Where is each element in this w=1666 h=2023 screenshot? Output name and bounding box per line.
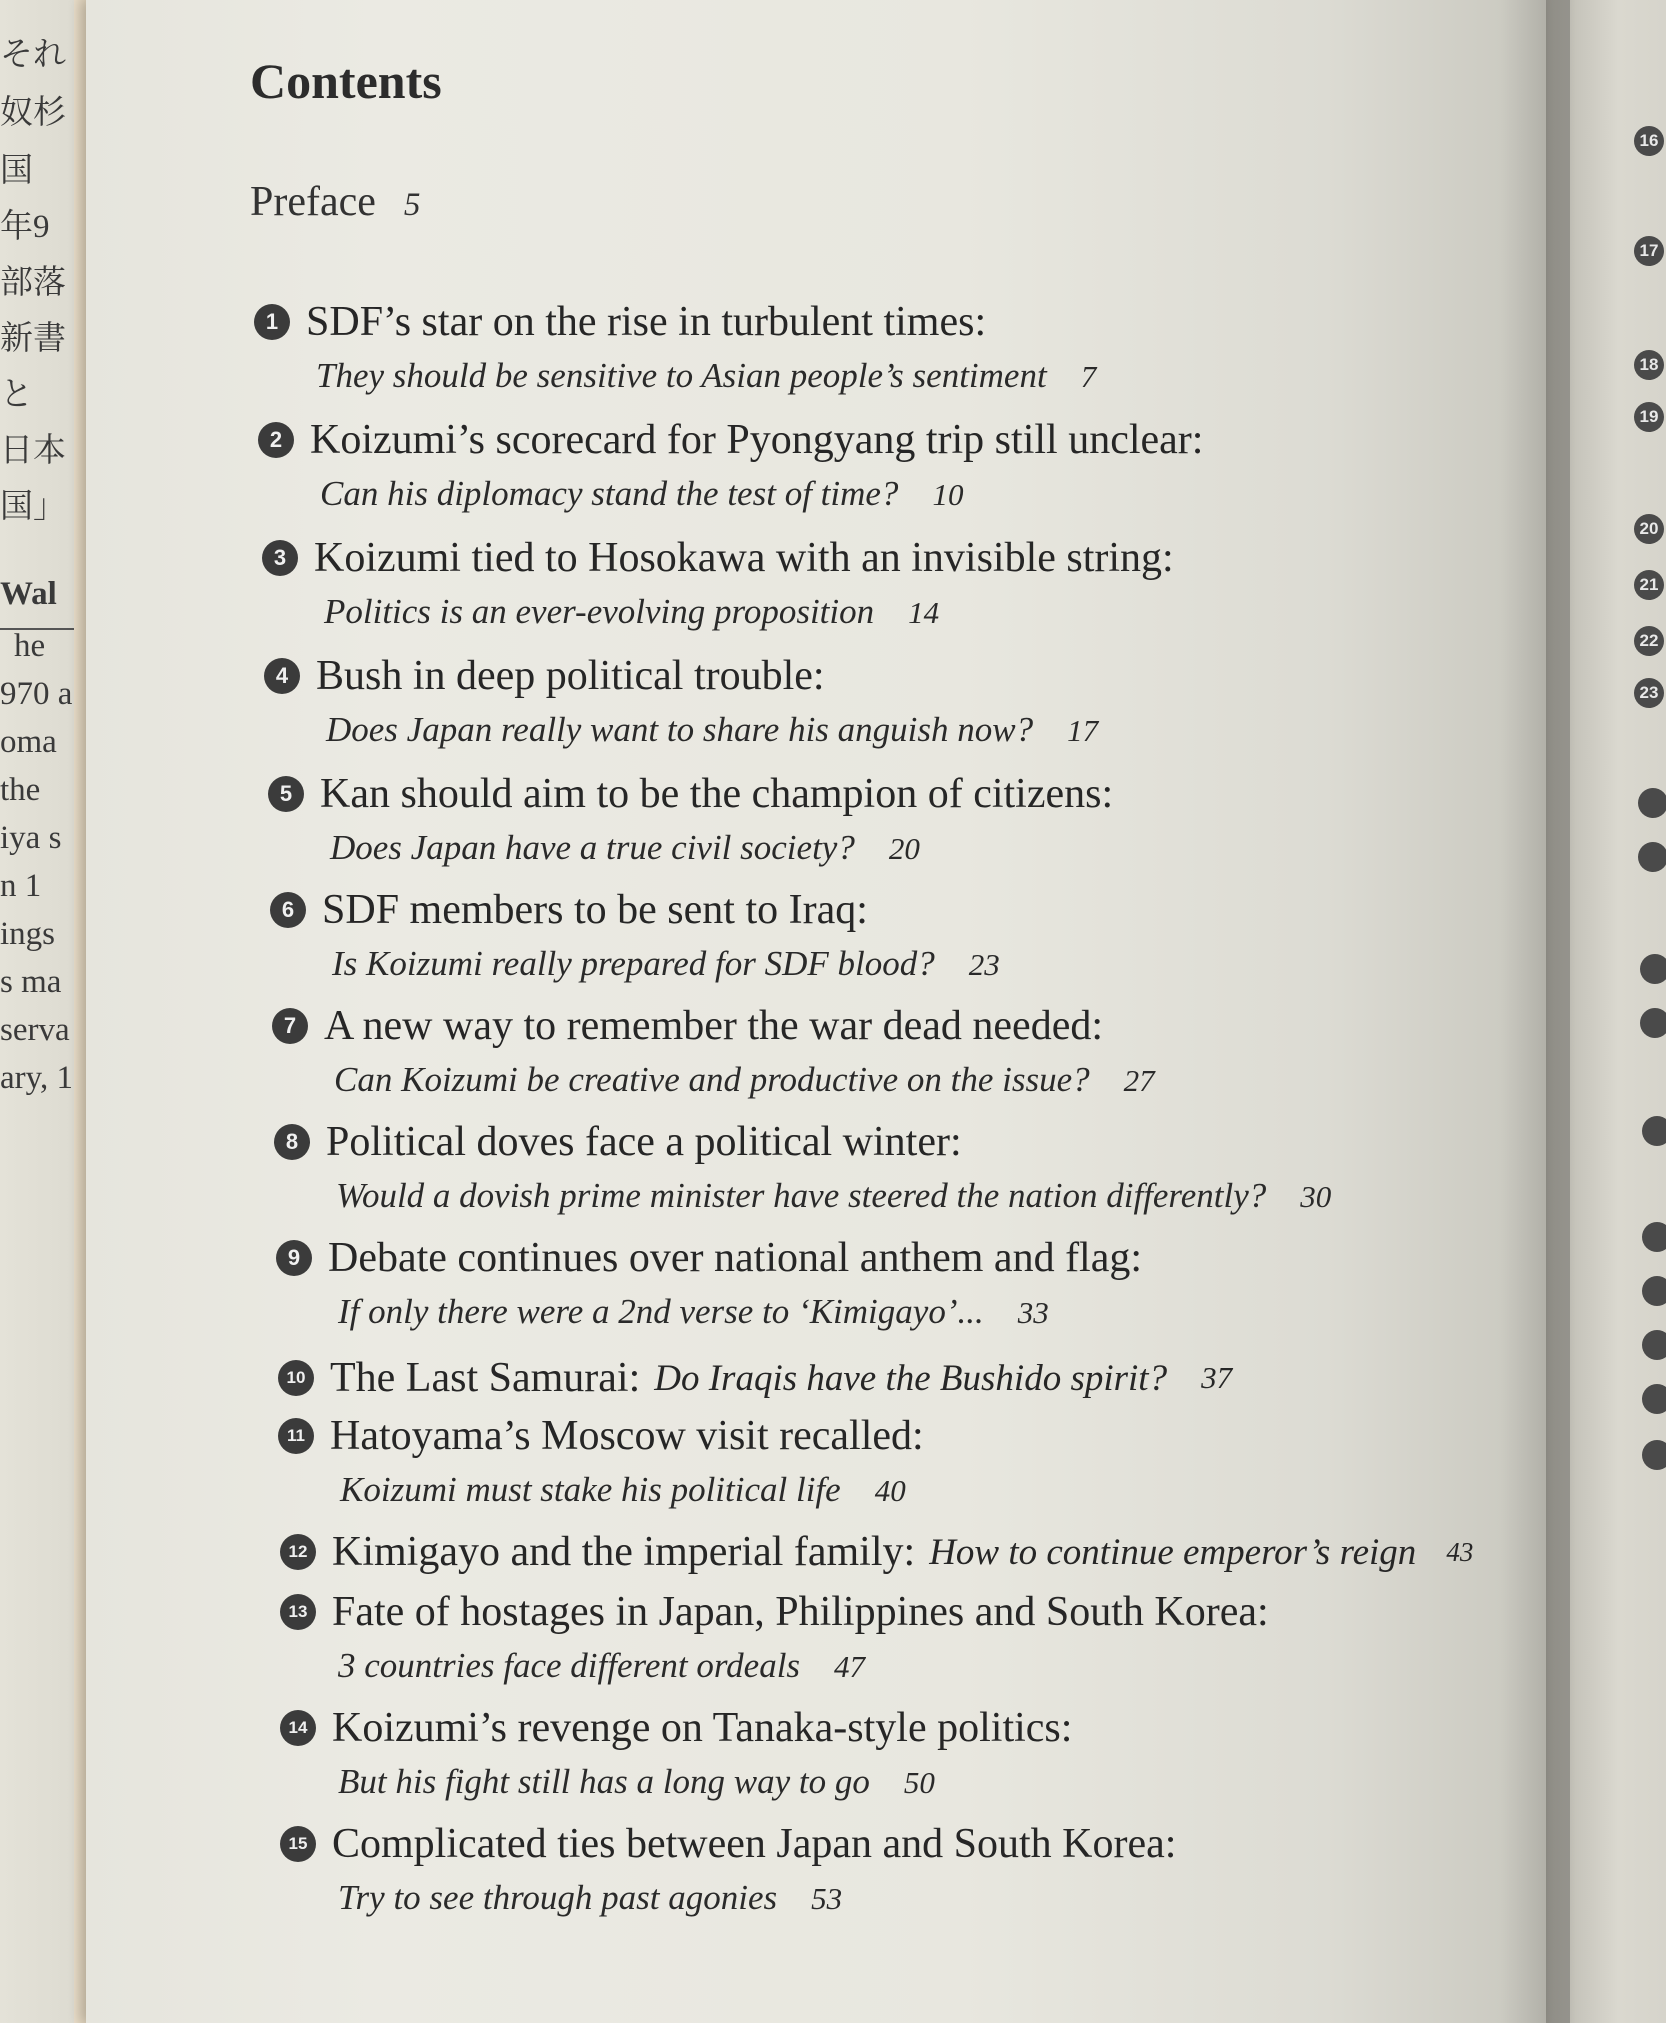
entry-title: The Last Samurai: <box>330 1355 641 1401</box>
gutter-shadow <box>1500 0 1570 2023</box>
toc-entry <box>280 1820 1176 1918</box>
entry-title: Fate of hostages in Japan, Philippines and South Korea: <box>332 1589 1269 1635</box>
toc-entry <box>278 1354 1232 1402</box>
right-page-marker-icon <box>1642 1222 1666 1252</box>
preface-page-number: 5 <box>403 187 421 223</box>
under-page-text: 奴杉 <box>0 95 66 131</box>
entry-subtitle: Can Koizumi be creative and productive on the issue? <box>334 1060 1090 1099</box>
toc-entry <box>268 770 1113 868</box>
entry-subtitle: They should be sensitive to Asian people’s sentiment <box>316 356 1047 395</box>
entry-page-number: 20 <box>888 831 920 866</box>
chapter-number-icon: 15 <box>280 1826 316 1862</box>
under-page-text: the <box>0 772 41 808</box>
chapter-number-icon: 13 <box>280 1594 316 1630</box>
toc-entry <box>280 1528 1473 1576</box>
entry-page-number: 7 <box>1080 359 1097 394</box>
under-page-text: Wal <box>0 576 57 612</box>
entry-page-number: 47 <box>834 1649 866 1684</box>
under-page-text: と <box>0 377 33 413</box>
chapter-number-icon: 6 <box>270 892 306 928</box>
page-title: Contents <box>250 53 442 109</box>
under-page-text: oma <box>0 724 57 760</box>
right-page-number-badge: 23 <box>1634 678 1664 708</box>
toc-entry <box>254 298 1096 396</box>
chapter-number-icon: 11 <box>278 1418 314 1454</box>
right-page-marker-icon <box>1642 1384 1666 1414</box>
chapter-number-icon: 14 <box>280 1710 316 1746</box>
right-page-marker-icon <box>1638 788 1666 818</box>
toc-entry <box>262 534 1174 632</box>
chapter-number-icon: 8 <box>274 1124 310 1160</box>
entry-subtitle: How to continue emperor’s reign <box>929 1531 1417 1573</box>
chapter-number-icon: 2 <box>258 422 294 458</box>
under-page-text: 国 <box>0 153 33 189</box>
chapter-number-icon: 9 <box>276 1240 312 1276</box>
under-page-text: それ <box>0 37 66 73</box>
chapter-number-icon: 7 <box>272 1008 308 1044</box>
preface-entry <box>250 178 420 226</box>
toc-entry <box>272 1002 1155 1100</box>
right-page-number-badge: 17 <box>1634 236 1664 266</box>
entry-title: SDF members to be sent to Iraq: <box>322 887 868 933</box>
right-page-marker-icon <box>1640 1008 1666 1038</box>
entry-page-number: 53 <box>811 1881 843 1916</box>
chapter-number-icon: 3 <box>262 540 298 576</box>
chapter-number-icon: 4 <box>264 658 300 694</box>
right-page-marker-icon <box>1642 1440 1666 1470</box>
under-page-text: 新書 <box>0 321 66 357</box>
under-page-text: 年9 <box>0 209 50 245</box>
right-page-marker-icon <box>1642 1330 1666 1360</box>
right-page-marker-icon <box>1638 842 1666 872</box>
right-page-number-badge: 22 <box>1634 626 1664 656</box>
entry-page-number: 27 <box>1123 1063 1155 1098</box>
toc-entry <box>274 1118 1331 1216</box>
preface-label: Preface <box>250 179 376 225</box>
right-page-marker-icon <box>1642 1116 1666 1146</box>
entry-title: SDF’s star on the rise in turbulent times: <box>306 299 987 345</box>
chapter-number-icon: 1 <box>254 304 290 340</box>
entry-title: Complicated ties between Japan and South Korea: <box>332 1821 1177 1867</box>
entry-page-number: 50 <box>903 1765 935 1800</box>
entry-title: Koizumi’s scorecard for Pyongyang trip still unclear: <box>310 417 1204 463</box>
under-page-text: 日本 <box>0 433 66 469</box>
entry-subtitle: Is Koizumi really prepared for SDF blood? <box>332 944 935 983</box>
chapter-number-icon: 10 <box>278 1360 314 1396</box>
entry-title: Kan should aim to be the champion of citizens: <box>320 771 1114 817</box>
entry-subtitle: Does Japan really want to share his anguish now? <box>326 710 1034 749</box>
entry-page-number: 37 <box>1201 1360 1233 1395</box>
entry-title: Debate continues over national anthem and flag: <box>328 1235 1143 1281</box>
under-page-text: he <box>14 628 46 664</box>
entry-title: Political doves face a political winter: <box>326 1119 962 1165</box>
entry-subtitle: Do Iraqis have the Bushido spirit? <box>654 1357 1168 1399</box>
entry-page-number: 14 <box>908 595 940 630</box>
right-page-marker-icon <box>1640 954 1666 984</box>
right-page-number-badge: 20 <box>1634 514 1664 544</box>
right-page-number-badge: 18 <box>1634 350 1664 380</box>
under-page-text: 国」 <box>0 489 66 525</box>
toc-entry <box>278 1412 924 1510</box>
right-page-number-badge: 19 <box>1634 402 1664 432</box>
entry-page-number: 40 <box>874 1473 906 1508</box>
under-page-text: n 1 <box>0 868 42 904</box>
under-page-text: serva <box>0 1012 70 1048</box>
under-page-text: iya s <box>0 820 62 856</box>
entry-title: A new way to remember the war dead needed: <box>324 1003 1104 1049</box>
entry-title: Hatoyama’s Moscow visit recalled: <box>330 1413 924 1459</box>
entry-subtitle: 3 countries face different ordeals <box>338 1646 801 1685</box>
under-page-text: 部落 <box>0 265 66 301</box>
entry-subtitle: Would a dovish prime minister have steered the nation differently? <box>336 1176 1267 1215</box>
entry-page-number: 33 <box>1017 1295 1049 1330</box>
under-page-text: ary, 1 <box>0 1060 73 1096</box>
entry-page-number: 17 <box>1067 713 1099 748</box>
entry-subtitle: If only there were a 2nd verse to ‘Kimigayo’... <box>338 1292 984 1331</box>
entry-title: Kimigayo and the imperial family: <box>332 1529 916 1575</box>
entry-subtitle: Does Japan have a true civil society? <box>330 828 855 867</box>
entry-subtitle: Politics is an ever-evolving proposition <box>324 592 875 631</box>
chapter-number-icon: 12 <box>280 1534 316 1570</box>
toc-entry <box>258 416 1203 514</box>
entry-subtitle: Can his diplomacy stand the test of time? <box>320 474 899 513</box>
entry-subtitle: But his fight still has a long way to go <box>338 1762 870 1801</box>
toc-entry <box>280 1704 1072 1802</box>
right-page-number-badge: 16 <box>1634 126 1664 156</box>
under-page-text: 970 a <box>0 676 73 712</box>
entry-title: Koizumi’s revenge on Tanaka-style politics: <box>332 1705 1073 1751</box>
entry-subtitle: Try to see through past agonies <box>338 1878 778 1917</box>
entry-page-number: 10 <box>932 477 964 512</box>
entry-page-number: 30 <box>1300 1179 1332 1214</box>
entry-subtitle: Koizumi must stake his political life <box>340 1470 841 1509</box>
entry-title: Koizumi tied to Hosokawa with an invisible string: <box>314 535 1174 581</box>
right-page-marker-icon <box>1642 1276 1666 1306</box>
right-page-number-badge: 21 <box>1634 570 1664 600</box>
entry-page-number: 43 <box>1446 1536 1474 1567</box>
toc-entry <box>270 886 1000 984</box>
under-page-text: ings <box>0 916 56 952</box>
toc-entry <box>276 1234 1142 1332</box>
toc-entry <box>280 1588 1269 1686</box>
entry-page-number: 23 <box>968 947 1000 982</box>
under-page-text: s ma <box>0 964 62 1000</box>
entry-title: Bush in deep political trouble: <box>316 653 825 699</box>
chapter-number-icon: 5 <box>268 776 304 812</box>
toc-entry <box>264 652 1098 750</box>
